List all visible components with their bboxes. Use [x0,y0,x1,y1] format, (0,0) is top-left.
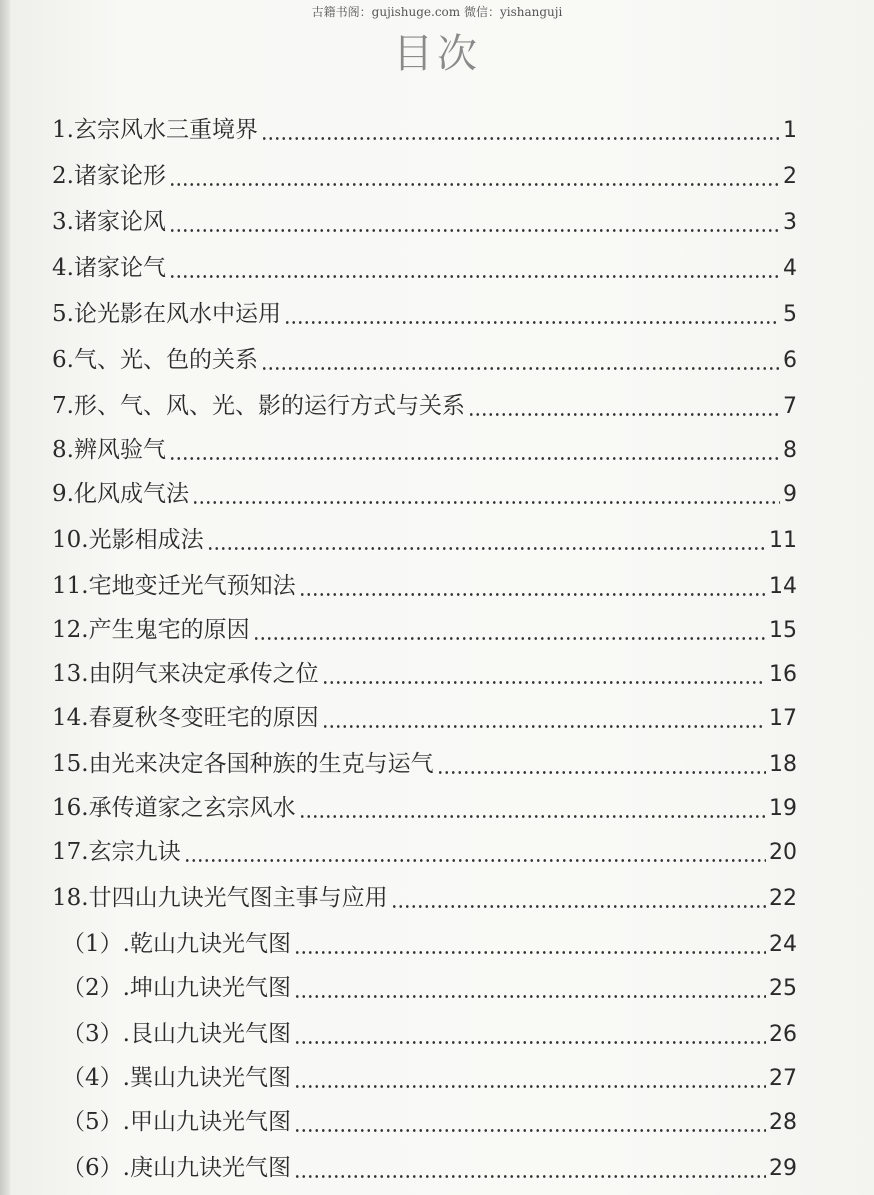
toc-page-number: 19 [769,796,797,821]
dot-leader [169,229,780,232]
toc-entry-label: 15.由光来决定各国种族的生克与运气 [52,751,434,777]
watermark-text: 古籍书阁：gujishuge.com 微信：yishanguji [311,5,563,19]
toc-entry [52,612,797,648]
toc-entry-label: 13.由阴气来决定承传之位 [52,661,319,687]
toc-entry-label: 5.论光影在风水中运用 [52,301,281,327]
toc-page-number: 26 [769,1022,797,1047]
toc-page-number: 3 [783,210,797,235]
dot-leader [261,367,780,370]
toc-entry [52,880,797,916]
toc-page-number: 16 [769,662,797,687]
toc-entry [52,522,797,558]
dot-leader [261,137,780,140]
toc-entry-label: 11.宅地变迁光气预知法 [52,573,296,599]
toc-page-number: 25 [769,976,797,1001]
toc-page-number: 18 [769,752,797,777]
toc-page-number: 6 [783,348,797,373]
dot-leader [294,951,766,954]
toc-entry-label: 12.产生鬼宅的原因 [52,617,250,643]
toc-entry-label: 18.廿四山九诀光气图主事与应用 [52,885,388,911]
toc-page-number: 17 [769,706,797,731]
toc-entry [52,204,797,240]
toc-entry [52,746,797,782]
toc-entry [52,700,797,736]
toc-page-number: 14 [769,574,797,599]
toc-page-number: 1 [783,118,797,143]
dot-leader [299,815,766,818]
toc-page-number: 28 [769,1110,797,1135]
toc-entry-label: （2）.坤山九诀光气图 [62,975,291,1001]
toc-entry [52,158,797,194]
toc-page-number: 9 [783,482,797,507]
dot-leader [184,859,766,862]
toc-entry [52,388,797,424]
dot-leader [284,321,780,324]
dot-leader [437,771,766,774]
dot-leader [299,593,766,596]
toc-entry [52,476,797,512]
toc-entry [52,790,797,826]
toc-entry [52,656,797,692]
toc-entry-label: 14.春夏秋冬变旺宅的原因 [52,705,319,731]
toc-entry-label: （3）.艮山九诀光气图 [62,1021,291,1047]
toc-page-number: 29 [769,1156,797,1181]
dot-leader [192,501,780,504]
toc-entry [52,296,797,332]
toc-entry-label: （4）.巽山九诀光气图 [62,1065,291,1091]
toc-entry [52,342,797,378]
toc-entry-label: 4.诸家论气 [52,255,166,281]
dot-leader [294,1041,766,1044]
toc-entry [62,1016,797,1052]
page-gutter-shadow [0,0,10,1195]
toc-page-number: 5 [783,302,797,327]
toc-entry [52,568,797,604]
dot-leader [294,1129,766,1132]
toc-entry-label: （5）.甲山九诀光气图 [62,1109,291,1135]
toc-entry-label: （6）.庚山九诀光气图 [62,1155,291,1181]
toc-entry [62,1150,797,1186]
dot-leader [169,457,780,460]
toc-entry-label: 10.光影相成法 [52,527,204,553]
toc-page-number: 8 [783,438,797,463]
toc-page-number: 2 [783,164,797,189]
toc-entry [52,834,797,870]
dot-leader [207,547,766,550]
dot-leader [169,183,780,186]
dot-leader [468,413,780,416]
toc-page-number: 7 [783,394,797,419]
toc-entry [52,432,797,468]
toc-entry [62,1060,797,1096]
page-title: 目次 [393,31,481,77]
dot-leader [294,1175,766,1178]
toc-entry [62,970,797,1006]
toc-entry-label: （1）.乾山九诀光气图 [62,931,291,957]
toc-page-number: 22 [769,886,797,911]
toc-page-number: 11 [769,528,797,553]
toc-entry-label: 2.诸家论形 [52,163,166,189]
toc-entry [52,112,797,148]
toc-entry-label: 9.化风成气法 [52,481,189,507]
toc-page-number: 20 [769,840,797,865]
dot-leader [294,1085,766,1088]
dot-leader [322,725,766,728]
toc-entry [62,1104,797,1140]
toc-entry-label: 16.承传道家之玄宗风水 [52,795,296,821]
toc-entry [62,926,797,962]
toc-page-number: 4 [783,256,797,281]
dot-leader [294,995,766,998]
dot-leader [169,275,780,278]
toc-entry-label: 6.气、光、色的关系 [52,347,258,373]
toc-entry-label: 17.玄宗九诀 [52,839,181,865]
toc-entry-label: 1.玄宗风水三重境界 [52,117,258,143]
toc-page-number: 15 [769,618,797,643]
dot-leader [253,637,766,640]
dot-leader [322,681,766,684]
toc-entry [52,250,797,286]
toc-page-number: 24 [769,932,797,957]
dot-leader [391,905,766,908]
toc-page-number: 27 [769,1066,797,1091]
toc-entry-label: 7.形、气、风、光、影的运行方式与关系 [52,393,465,419]
toc-entry-label: 8.辨风验气 [52,437,166,463]
toc-entry-label: 3.诸家论风 [52,209,166,235]
